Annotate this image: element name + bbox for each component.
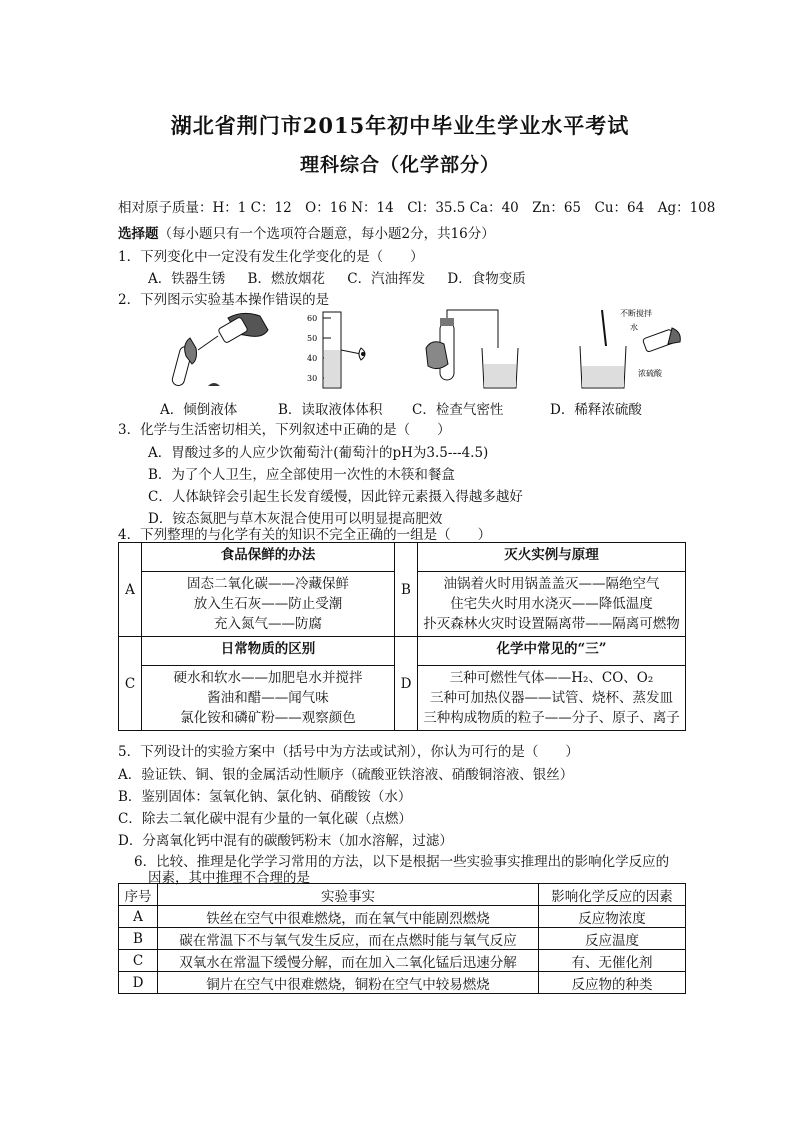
q1-options: [148, 267, 544, 287]
q1-option-b: B．燃放烟花: [247, 271, 325, 287]
q6-cell-index: C: [119, 950, 158, 972]
figure-graduated-cylinder: [303, 308, 393, 396]
q3-option-c: C．人体缺锌会引起生长发育缓慢，因此锌元素摄入得越多越好: [148, 489, 523, 505]
q6-cell-factor: 有、无催化剂: [539, 950, 686, 972]
q4-d-line: 三种构成物质的粒子——分子、原子、离子: [423, 710, 680, 726]
cyl-label-30: 30: [307, 374, 318, 383]
q6-cell-index: D: [119, 972, 158, 994]
q4-cell-d: [418, 637, 686, 731]
q4-a-head: 食品保鲜的办法: [142, 543, 394, 572]
table-row: [119, 950, 686, 972]
q4-table: [118, 542, 686, 731]
q4-b-line: 扑灭森林火灾时设置隔离带——隔离可燃物: [423, 616, 680, 632]
cyl-label-40: 40: [307, 354, 318, 363]
q6-cell-fact: 双氧水在常温下缓慢分解，而在加入二氧化锰后迅速分解: [158, 950, 539, 972]
q4-d-line: 三种可燃性气体——H₂、CO、O₂: [449, 670, 654, 686]
figure-pouring-liquid: [168, 308, 278, 396]
q4-a-line: 固态二氧化碳——冷藏保鲜: [187, 576, 349, 592]
q1-option-a: A．铁器生锈: [148, 271, 226, 287]
section-heading: [118, 222, 495, 242]
label-water: 水: [630, 323, 638, 332]
q6-cell-fact: 碳在常温下不与氧气发生反应，而在点燃时能与氧气反应: [158, 928, 539, 950]
q4-b-head: 灭火实例与原理: [418, 543, 685, 572]
table-row: [119, 906, 686, 928]
exam-subtitle: 理科综合（化学部分）: [299, 154, 500, 176]
table-row: [119, 928, 686, 950]
q2-caption-d: D．稀释浓硫酸: [550, 402, 642, 418]
q6-stem-2: 因素，其中推理不合理的是: [148, 870, 310, 886]
q4-c-head: 日常物质的区别: [142, 637, 394, 666]
q6-header-index: 序号: [119, 884, 158, 906]
cyl-label-60: 60: [307, 314, 318, 323]
q4-label-a: A: [119, 543, 142, 637]
q6-header-fact: 实验事实: [158, 884, 539, 906]
q3-option-d: D．铵态氮肥与草木灰混合使用可以明显提高肥效: [148, 511, 443, 527]
q5-stem: 5．下列设计的实验方案中（括号中为方法或试剂），你认为可行的是（ ）: [118, 744, 579, 760]
q4-d-head: 化学中常见的“三”: [418, 637, 685, 666]
section-rest: （每小题只有一个选项符合题意，每小题2分，共16分）: [158, 226, 495, 242]
q4-c-line: 硬水和软水——加肥皂水并搅拌: [173, 670, 363, 686]
q6-cell-factor: 反应物浓度: [539, 906, 686, 928]
atomic-mass-line: 相对原子质量：H：1 C：12 O：16 N：14 Cl：35.5 Ca：40 Zn：65 Cu：64 Ag：108: [118, 200, 716, 216]
q4-label-c: C: [119, 637, 142, 731]
q6-table: [118, 883, 686, 994]
q4-c-line: 氯化铵和磷矿粉——观察颜色: [180, 710, 356, 726]
figure-airtightness-check: [418, 308, 528, 396]
q4-c-line: 酱油和醋——闻气味: [207, 690, 329, 706]
q4-b-line: 住宅失火时用水浇灭——降低温度: [450, 596, 653, 612]
q4-label-d: D: [395, 637, 418, 731]
q4-cell-a: [142, 543, 395, 637]
q4-a-line: 充入氮气——防腐: [214, 616, 322, 632]
q4-a-line: 放入生石灰——防止受潮: [193, 596, 343, 612]
q4-cell-c: [142, 637, 395, 731]
q6-cell-factor: 反应物的种类: [539, 972, 686, 994]
label-stir: 不断搅拌: [620, 309, 652, 318]
q5-option-d: D．分离氧化钙中混有的碳酸钙粉末（加水溶解，过滤）: [118, 833, 453, 849]
q2-caption-c: C．检查气密性: [412, 402, 504, 418]
table-row: [119, 972, 686, 994]
figure-dilute-sulfuric-acid: [558, 308, 688, 396]
q6-cell-index: A: [119, 906, 158, 928]
q2-stem: 2．下列图示实验基本操作错误的是: [118, 292, 330, 308]
q6-cell-fact: 铜片在空气中很难燃烧，铜粉在空气中较易燃烧: [158, 972, 539, 994]
q6-cell-fact: 铁丝在空气中很难燃烧，而在氧气中能剧烈燃烧: [158, 906, 539, 928]
q2-caption-b: B．读取液体体积: [278, 402, 383, 418]
q3-stem: 3．化学与生活密切相关，下列叙述中正确的是（ ）: [118, 422, 451, 438]
q6-cell-factor: 反应温度: [539, 928, 686, 950]
q4-b-line: 油锅着火时用锅盖盖灭——隔绝空气: [443, 576, 660, 592]
q4-stem: 4．下列整理的与化学有关的知识不完全正确的一组是（ ）: [118, 527, 492, 543]
q5-option-c: C．除去二氧化碳中混有少量的一氧化碳（点燃）: [118, 811, 412, 827]
q1-option-c: C．汽油挥发: [347, 271, 426, 287]
q2-caption-a: A．倾倒液体: [160, 402, 238, 418]
q6-cell-index: B: [119, 928, 158, 950]
q3-option-b: B．为了个人卫生，应全部使用一次性的木筷和餐盒: [148, 467, 455, 483]
q2-figures: [118, 308, 688, 426]
q5-option-a: A．验证铁、铜、银的金属活动性顺序（硫酸亚铁溶液、硝酸铜溶液、银丝）: [118, 767, 574, 783]
q6-stem-1: 6．比较、推理是化学学习常用的方法，以下是根据一些实验事实推理出的影响化学反应的: [134, 854, 670, 870]
exam-title: 湖北省荆门市2015年初中毕业生学业水平考试: [170, 113, 630, 138]
q1-stem: 1．下列变化中一定没有发生化学变化的是（ ）: [118, 249, 424, 265]
q3-option-a: A．胃酸过多的人应少饮葡萄汁(葡萄汁的pH为3.5---4.5): [148, 445, 489, 461]
q5-option-b: B．鉴别固体：氢氧化钠、氯化钠、硝酸铵（水）: [118, 789, 412, 805]
q4-label-b: B: [395, 543, 418, 637]
q4-cell-b: [418, 543, 686, 637]
q6-header-factor: 影响化学反应的因素: [539, 884, 686, 906]
table-header-row: [119, 884, 686, 906]
q1-option-d: D．食物变质: [447, 271, 526, 287]
label-conc-acid: 浓硫酸: [638, 369, 662, 378]
section-bold: 选择题: [118, 226, 159, 242]
cyl-label-50: 50: [307, 334, 318, 343]
q4-d-line: 三种可加热仪器——试管、烧杯、蒸发皿: [430, 690, 673, 706]
